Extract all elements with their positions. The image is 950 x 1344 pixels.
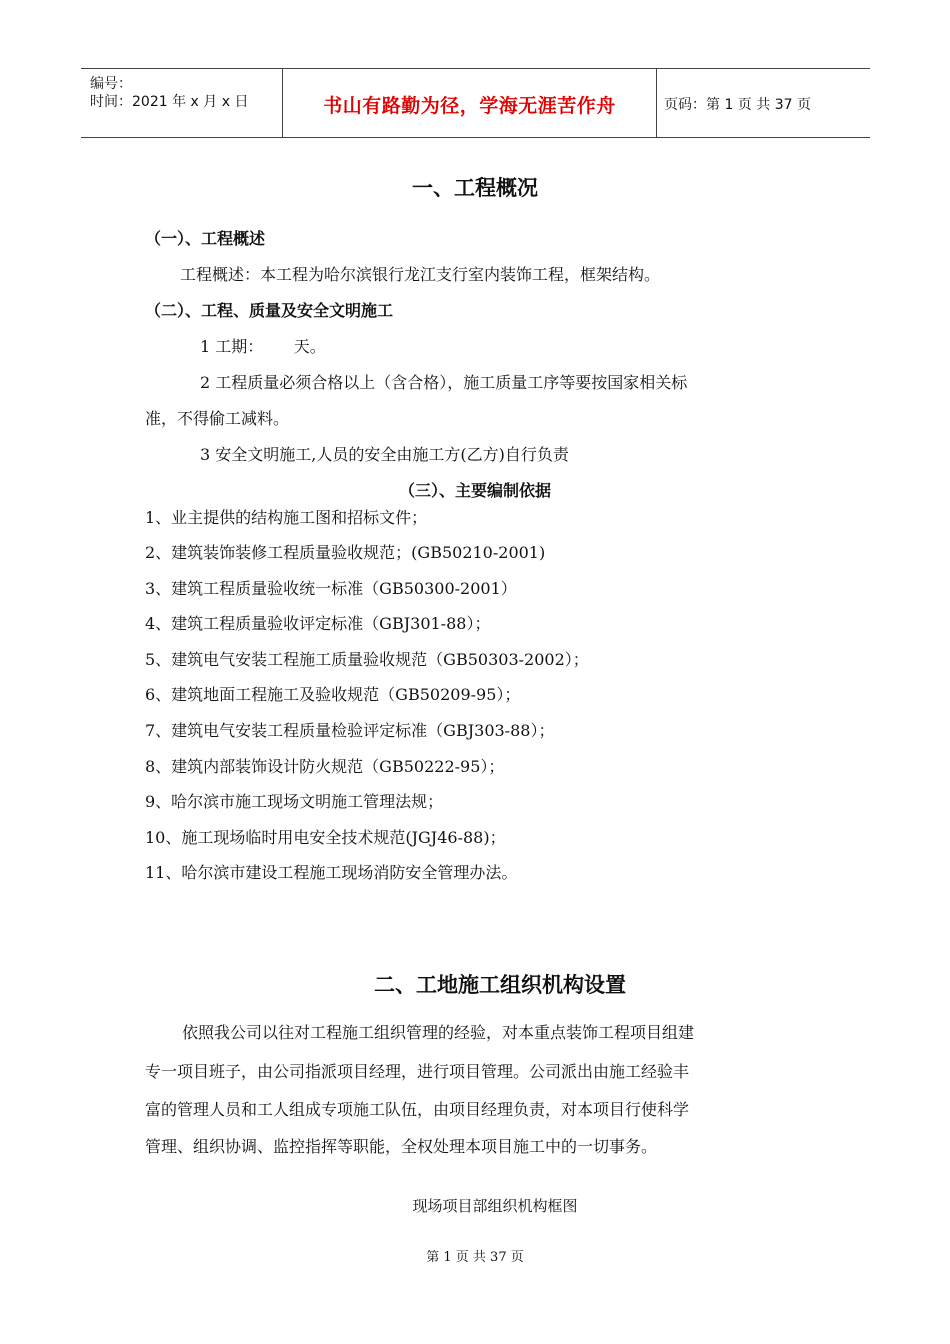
list-item: 7、建筑电气安装工程质量检验评定标准（GBJ303-88）； (145, 721, 555, 740)
quality-requirement-line1: 2 工程质量必须合格以上（含合格），施工质量工序等要按国家相关标 (200, 373, 688, 392)
paragraph-line: 富的管理人员和工人组成专项施工队伍，由项目经理负责，对本项目行使科学 (145, 1100, 690, 1119)
header-motto-cell (282, 69, 657, 137)
list-item: 5、建筑电气安装工程施工质量验收规范（GB50303-2002）； (145, 650, 589, 669)
construction-period: 1 工期： 天。 (200, 337, 326, 356)
list-item: 11、哈尔滨市建设工程施工现场消防安全管理办法。 (145, 863, 518, 882)
list-item: 3、建筑工程质量验收统一标准（GB50300-2001） (145, 579, 517, 598)
safety-requirement: 3 安全文明施工,人员的安全由施工方(乙方)自行负责 (200, 445, 569, 464)
section-1-title: 一、工程概况 (412, 176, 538, 200)
list-item: 4、建筑工程质量验收评定标准（GBJ301-88）； (145, 614, 491, 633)
document-header (81, 68, 870, 138)
paragraph-line: 管理、组织协调、监控指挥等职能，全权处理本项目施工中的一切事务。 (145, 1137, 658, 1156)
motto-text: 书山有路勤为径，学海无涯苦作舟 (323, 95, 616, 117)
list-item: 2、建筑装饰装修工程质量验收规范；(GB50210-2001) (145, 543, 546, 562)
paragraph-line: 依照我公司以往对工程施工组织管理的经验，对本重点装饰工程项目组建 (182, 1023, 695, 1042)
quality-requirement-line2: 准，不得偷工减料。 (145, 409, 290, 428)
page-footer: 第 1 页 共 37 页 (426, 1250, 524, 1265)
section-2-title: 二、工地施工组织机构设置 (374, 973, 626, 997)
list-item: 10、施工现场临时用电安全技术规范(JGJ46-88)； (145, 828, 506, 847)
overview-text: 工程概述：本工程为哈尔滨银行龙江支行室内装饰工程，框架结构。 (180, 265, 661, 284)
page-info: 页码：第 1 页 共 37 页 (664, 97, 811, 113)
list-item: 1、业主提供的结构施工图和招标文件； (145, 508, 428, 527)
paragraph-line: 专一项目班子，由公司指派项目经理，进行项目管理。公司派出由施工经验丰 (145, 1062, 690, 1081)
document-time: 时间：2021 年 x 月 x 日 (90, 94, 249, 110)
header-page-cell (656, 69, 870, 137)
list-item: 8、建筑内部装饰设计防火规范（GB50222-95）； (145, 757, 505, 776)
subsection-1-heading: （一）、工程概述 (145, 229, 266, 248)
list-item: 9、哈尔滨市施工现场文明施工管理法规； (145, 792, 444, 811)
header-meta-cell (81, 69, 282, 137)
figure-caption: 现场项目部组织机构框图 (412, 1197, 578, 1215)
subsection-3-heading: （三）、主要编制依据 (398, 481, 551, 500)
document-number-label: 编号： (90, 76, 132, 92)
subsection-2-heading: （二）、工程、质量及安全文明施工 (145, 301, 394, 320)
list-item: 6、建筑地面工程施工及验收规范（GB50209-95）； (145, 685, 521, 704)
